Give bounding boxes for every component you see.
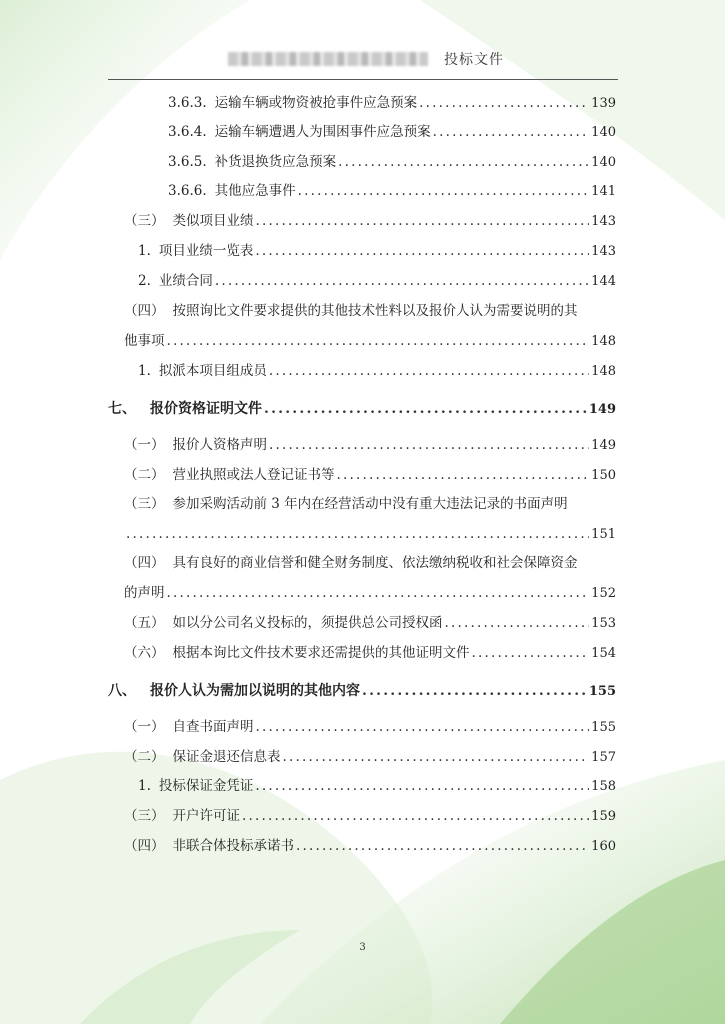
toc-leader-dots [296, 837, 589, 855]
toc-entry[interactable] [124, 466, 616, 485]
toc-entry[interactable] [138, 272, 616, 291]
toc-leader-dots [167, 332, 590, 350]
toc-entry[interactable] [124, 718, 616, 737]
toc-entry[interactable] [168, 153, 616, 172]
page-header [108, 46, 618, 80]
toc-entry-number: （六） [124, 645, 165, 661]
toc-entry[interactable] [124, 807, 616, 826]
toc-entry-page: 158 [591, 779, 616, 794]
toc-entry-number: 七、 [108, 401, 136, 417]
toc-leader-dots [167, 584, 590, 602]
toc-entry-page: 152 [591, 586, 616, 601]
toc-entry-text: 拟派本项目组成员 [158, 363, 267, 379]
toc-entry-number: 3.6.4. [168, 124, 207, 140]
toc-entry-number: （五） [124, 615, 165, 631]
toc-entry-number: 2. [138, 273, 151, 289]
header-title: 投标文件 [444, 52, 504, 68]
toc-entry-text: 如以分公司名义投标的，须提供总公司授权函 [172, 615, 443, 631]
toc-entry-page: 151 [591, 527, 616, 542]
toc-entry-page: 153 [591, 616, 616, 631]
toc-entry[interactable] [138, 362, 616, 381]
toc-entry[interactable] [168, 94, 616, 113]
toc-entry-text: 运输车辆遭遇人为围困事件应急预案 [214, 124, 431, 140]
toc-entry-page: 155 [591, 720, 616, 735]
toc-entry-number: 1. [138, 243, 151, 259]
toc-entry-page: 143 [591, 214, 616, 229]
toc-leader-dots [126, 525, 589, 543]
toc-entry-page: 143 [591, 244, 616, 259]
toc-entry[interactable] [124, 436, 616, 455]
toc-entry-number: （一） [124, 719, 165, 735]
toc-leader-dots [242, 807, 589, 825]
toc-entry[interactable] [124, 212, 616, 231]
toc-entry[interactable] [124, 837, 616, 856]
toc-leader-dots [419, 94, 589, 112]
toc-entry-text: 保证金退还信息表 [172, 749, 281, 765]
toc-entry-page: 148 [591, 364, 616, 379]
toc-entry-number: （二） [124, 467, 165, 483]
toc-entry-page: 150 [591, 468, 616, 483]
toc-leader-dots [338, 153, 589, 171]
toc-entry-number: （四） [124, 555, 165, 571]
toc-entry-text: 业绩合同 [158, 273, 213, 289]
toc-entry-continuation[interactable] [124, 525, 616, 544]
toc-entry-text: 报价人资格声明 [172, 437, 267, 453]
redacted-company-name [228, 52, 428, 66]
toc-leader-dots [337, 466, 590, 484]
toc-entry[interactable] [168, 123, 616, 142]
toc-entry-page: 148 [591, 334, 616, 349]
toc-entry-number: 1. [138, 778, 151, 794]
toc-leader-dots [256, 718, 590, 736]
page-number: 3 [359, 942, 366, 953]
toc-leader-dots [298, 182, 590, 200]
toc-entry-page: 154 [591, 646, 616, 661]
toc-entry-page: 144 [591, 274, 616, 289]
toc-entry-number: （二） [124, 749, 165, 765]
toc-entry-text: 报价资格证明文件 [150, 401, 262, 417]
toc-entry-continuation[interactable] [124, 584, 616, 603]
toc-entry-text: 类似项目业绩 [172, 213, 254, 229]
toc-entry-number: 3.6.5. [168, 154, 207, 170]
toc-entry-number: （一） [124, 437, 165, 453]
toc-entry-page: 149 [588, 402, 616, 417]
toc-entry[interactable] [138, 777, 616, 796]
toc-entry-number: 3.6.3. [168, 95, 207, 111]
toc-leader-dots [283, 748, 590, 766]
toc-entry-number: 1. [138, 363, 151, 379]
toc-leader-dots [255, 777, 589, 795]
toc-entry[interactable] [124, 614, 616, 633]
toc-entry-text: 补货退换货应急预案 [214, 154, 337, 170]
toc-entry-page: 140 [591, 125, 616, 140]
toc-entry-text: 的声明 [124, 585, 165, 601]
toc-leader-dots [362, 682, 587, 700]
toc-entry[interactable] [138, 242, 616, 261]
toc-entry-page: 160 [591, 839, 616, 854]
toc-entry-text: 非联合体投标承诺书 [172, 838, 294, 854]
toc-entry-text: 开户许可证 [172, 808, 240, 824]
toc-entry-number: （三） [124, 808, 165, 824]
toc-entry-text: 项目业绩一览表 [158, 243, 254, 259]
toc-entry-number: 3.6.6. [168, 183, 207, 199]
toc-entry-text: 他事项 [124, 333, 165, 349]
toc-entry-text: 其他应急事件 [214, 183, 296, 199]
toc-entry[interactable] [124, 495, 616, 513]
toc-entry-number: （四） [124, 838, 165, 854]
toc-entry[interactable] [124, 748, 616, 767]
toc-entry-text: 根据本询比文件技术要求还需提供的其他证明文件 [172, 645, 470, 661]
toc-entry-page: 155 [588, 684, 616, 699]
toc-entry[interactable] [124, 554, 616, 572]
toc-entry-text: 自查书面声明 [172, 719, 254, 735]
toc-entry[interactable] [124, 644, 616, 663]
toc-entry-text: 运输车辆或物资被抢事件应急预案 [214, 95, 418, 111]
toc-entry-page: 157 [591, 750, 616, 765]
toc-entry-text: 报价人认为需加以说明的其他内容 [150, 683, 360, 699]
toc-entry-page: 139 [591, 96, 616, 111]
toc-entry-text: 具有良好的商业信誉和健全财务制度、依法缴纳税收和社会保障资金 [172, 555, 578, 571]
toc-section-heading[interactable] [108, 400, 616, 419]
toc-entry-text: 投标保证金凭证 [158, 778, 254, 794]
toc-entry[interactable] [168, 182, 616, 201]
toc-leader-dots [472, 644, 590, 662]
toc-leader-dots [445, 614, 590, 632]
toc-entry-number: （四） [124, 303, 165, 319]
toc-entry-page: 140 [591, 155, 616, 170]
toc-entry[interactable] [124, 302, 616, 320]
toc-leader-dots [269, 362, 589, 380]
toc-section-heading[interactable] [108, 682, 616, 701]
toc-entry-text: 按照询比文件要求提供的其他技术性料以及报价人认为需要说明的其 [172, 303, 578, 319]
toc-entry-text: 参加采购活动前 3 年内在经营活动中没有重大违法记录的书面声明 [172, 496, 568, 512]
header-rule [108, 79, 618, 80]
toc-entry-text: 营业执照或法人登记证书等 [172, 467, 335, 483]
toc-leader-dots [433, 123, 590, 141]
toc-leader-dots [255, 242, 589, 260]
toc-entry-page: 159 [591, 809, 616, 824]
toc-entry-continuation[interactable] [124, 332, 616, 351]
toc-leader-dots [269, 436, 589, 454]
toc-entry-number: （三） [124, 496, 165, 512]
toc-entry-page: 141 [591, 184, 616, 199]
toc-leader-dots [215, 272, 589, 290]
toc-entry-page: 149 [591, 438, 616, 453]
toc-leader-dots [264, 400, 587, 418]
toc-leader-dots [256, 212, 590, 230]
toc-entry-number: 八、 [108, 683, 136, 699]
toc-entry-number: （三） [124, 213, 165, 229]
